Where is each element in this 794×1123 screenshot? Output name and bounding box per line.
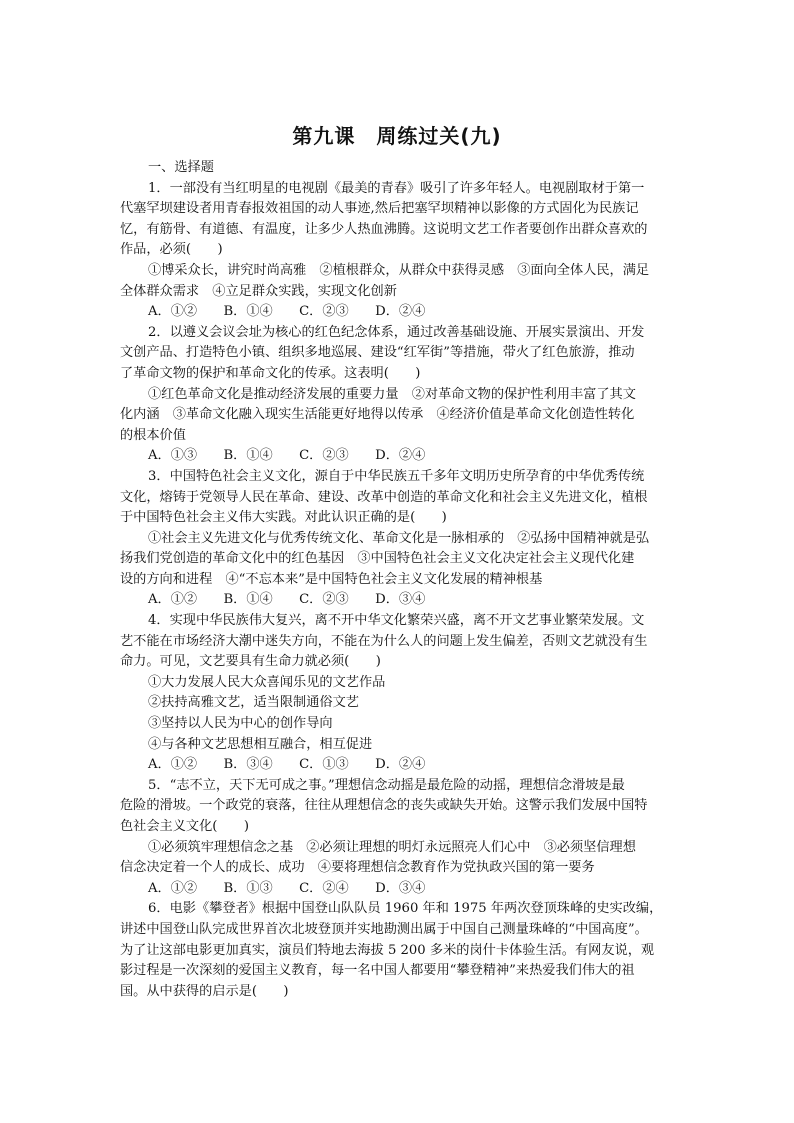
q3-option-line: 设的方向和进程 ④“不忘本来”是中国特色社会主义文化发展的精神根基 [120, 571, 543, 587]
q1-text-line: 作品，必须( ) [120, 242, 223, 258]
q1-option-line: 全体群众需求 ④立足群众实践，实现文化创新 [120, 283, 397, 299]
q2-option-line: 化内涵 ③革命文化融入现实生活能更好地得以传承 ④经济价值是革命文化创造性转化 [120, 407, 635, 423]
q4-option-line: ②扶持高雅文艺，适当限制通俗文艺 [148, 695, 359, 711]
page-title: 第九课 周练过关(九) [292, 124, 502, 148]
q3-option-line: ①社会主义先进文化与优秀传统文化、革命文化是一脉相承的 ②弘扬中国精神就是弘 [148, 530, 650, 546]
q3-text-line: 3．中国特色社会主义文化，源自于中华民族五千多年文明历史所孕育的中华优秀传统 [148, 468, 645, 484]
q4-option-line: ④与各种文艺思想相互融合，相互促进 [148, 736, 373, 752]
q4-option-line: ③坚持以人民为中心的创作导向 [148, 716, 333, 732]
q5-option-line: ①必须筑牢理想信念之基 ②必须让理想的明灯永远照亮人们心中 ③必须坚信理想 [148, 839, 636, 855]
q2-answer-choices: A．①③ B．①④ C．②③ D．②④ [148, 448, 426, 464]
q5-text-line: 色社会主义文化( ) [120, 819, 249, 834]
q6-text-line: 6．电影《攀登者》根据中国登山队队员 1960 年和 1975 年两次登顶珠峰的史实改编， [148, 901, 663, 917]
q2-text-line: 2．以遵义会议会址为核心的红色纪念体系，通过改善基础设施、开展实景演出、开发 [148, 324, 645, 340]
q2-text-line: 了革命文物的保护和革命文化的传承。这表明( ) [120, 365, 421, 381]
q1-answer-choices: A．①② B．①④ C．②③ D．②④ [148, 304, 426, 320]
q1-option-line: ①博采众长，讲究时尚高雅 ②植根群众，从群众中获得灵感 ③面向全体人民，满足 [148, 262, 650, 278]
q3-option-line: 扬我们党创造的革命文化中的红色基因 ③中国特色社会主义文化决定社会主义现代化建 [120, 551, 635, 567]
q2-text-line: 文创产品、打造特色小镇、组织多地巡展、建设“红军街”等措施，带火了红色旅游，推动 [120, 345, 635, 361]
q6-text-line: 为了让这部电影更加真实，演员们特地去海拔 5 200 多米的岗什卡体验生活。有网友说，观 [120, 942, 655, 958]
q4-answer-choices: A．①② B．③④ C．①③ D．②④ [148, 757, 426, 773]
q4-option-line: ①大力发展人民大众喜闻乐见的文艺作品 [148, 674, 386, 690]
q4-text-line: 艺不能在市场经济大潮中迷失方向，不能在为什么人的问题上发生偏差，否则文艺就没有生 [120, 633, 648, 649]
section-heading: 一、选择题 [148, 160, 214, 175]
q6-text-line: 讲述中国登山队完成世界首次北坡登顶并实地勘测出属于中国自己测量珠峰的“中国高度”。 [120, 921, 648, 937]
q5-option-line: 信念决定着一个人的成长、成功 ④要将理想信念教育作为党执政兴国的第一要务 [120, 860, 595, 876]
q2-option-line: 的根本价值 [120, 427, 186, 443]
q1-text-line: 1．一部没有当红明星的电视剧《最美的青春》吸引了许多年轻人。电视剧取材于第一 [148, 180, 645, 196]
q4-text-line: 4．实现中华民族伟大复兴，离不开中华文化繁荣兴盛，离不开文艺事业繁荣发展。文 [148, 613, 645, 629]
q1-text-line: 忆，有筋骨、有道德、有温度，让多少人热血沸腾。这说明文艺工作者要创作出群众喜欢的 [120, 221, 648, 237]
q3-text-line: 于中国特色社会主义伟大实践。对此认识正确的是( ) [120, 510, 447, 526]
q3-text-line: 文化，熔铸于党领导人民在革命、建设、改革中创造的革命文化和社会主义先进文化，植根 [120, 489, 648, 505]
q5-text-line: 5．“志不立，天下无可成之事。”理想信念动摇是最危险的动摇，理想信念滑坡是最 [148, 777, 625, 793]
question-content [120, 158, 672, 1002]
q1-text-line: 代塞罕坝建设者用青春报效祖国的动人事迹,然后把塞罕坝精神以影像的方式固化为民族记 [120, 201, 639, 217]
q5-answer-choices: A．①② B．①③ C．②④ D．③④ [148, 880, 426, 896]
q5-text-line: 危险的滑坡。一个政党的衰落，往往从理想信念的丧失或缺失开始。这警示我们发展中国特 [120, 798, 648, 814]
q2-option-line: ①红色革命文化是推动经济发展的重要力量 ②对革命文物的保护性利用丰富了其文 [148, 386, 636, 402]
q4-text-line: 命力。可见，文艺要具有生命力就必须( ) [120, 654, 381, 670]
q6-text-line: 国。从中获得的启示是( ) [120, 983, 289, 999]
q3-answer-choices: A．①② B．①④ C．②③ D．③④ [148, 592, 426, 608]
q6-text-line: 影过程是一次深刻的爱国主义教育，每一名中国人都要用“攀登精神”来热爱我们伟大的祖 [120, 963, 635, 979]
